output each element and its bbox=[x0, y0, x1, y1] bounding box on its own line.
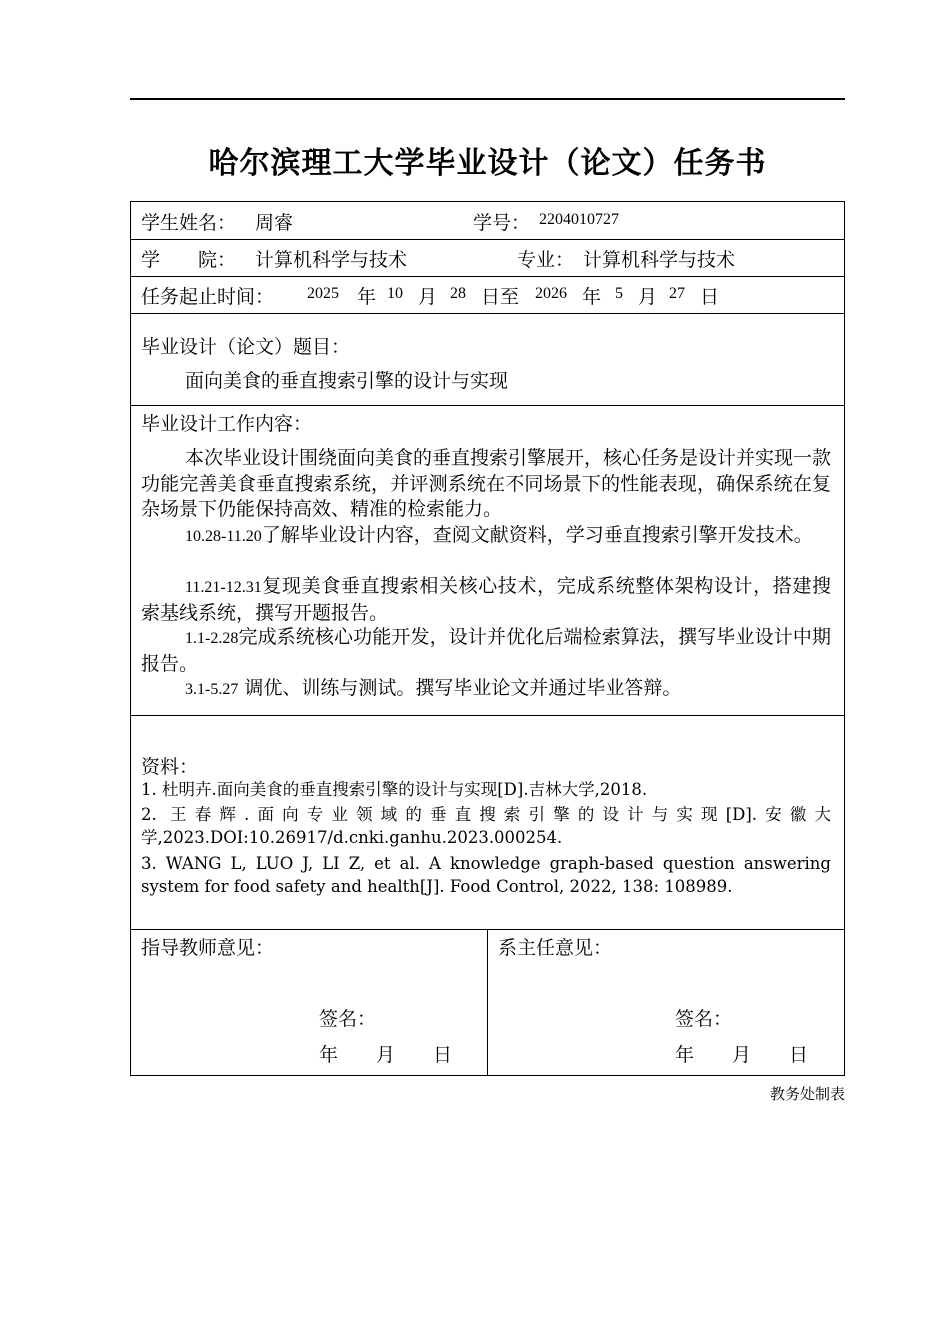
footer-note: 教务处制表 bbox=[769, 1085, 845, 1103]
schedule-period: 10.28-11.20 bbox=[185, 528, 262, 545]
advisor-opinion-label: 指导教师意见： bbox=[141, 937, 275, 959]
schedule-item bbox=[141, 625, 831, 677]
reference-item: 3. WANG L, LUO J, LI Z, et al. A knowledge graph-based question answering system for food safety and health[J]. Food Control, 2022, 138: 108989. bbox=[141, 854, 831, 896]
reference-item: 2. 王春辉.面向专业领域的垂直搜索引擎的设计与实现[D].安徽大学,2023.DOI:10.26917/d.cnki.ganhu.2023.000254. bbox=[141, 805, 831, 847]
period-label: 任务起止时间： bbox=[141, 286, 275, 308]
schedule-item bbox=[141, 574, 831, 626]
start-day-char: 日至 bbox=[481, 286, 520, 308]
schedule-period: 1.1-2.28 bbox=[185, 630, 239, 647]
dept-date-line: 年 月 日 bbox=[675, 1044, 809, 1066]
start-day: 28 bbox=[450, 285, 466, 302]
dept-opinion-label: 系主任意见： bbox=[498, 937, 613, 959]
task-form-table bbox=[130, 201, 845, 1076]
row-work-content bbox=[131, 406, 844, 716]
start-month-char: 月 bbox=[418, 286, 438, 308]
schedule-task: 了解毕业设计内容，查阅文献资料，学习垂直搜索引擎开发技术。 bbox=[261, 524, 813, 546]
end-month-char: 月 bbox=[638, 286, 658, 308]
college-value: 计算机科学与技术 bbox=[255, 249, 408, 271]
schedule-period: 3.1-5.27 bbox=[185, 681, 239, 698]
end-month: 5 bbox=[615, 285, 623, 302]
start-year: 2025 bbox=[307, 285, 339, 302]
row-topic bbox=[131, 314, 844, 406]
major-value: 计算机科学与技术 bbox=[583, 249, 736, 271]
schedule-item bbox=[141, 676, 831, 703]
content-intro: 本次毕业设计围绕面向美食的垂直搜索引擎展开，核心任务是设计并实现一款功能完善美食垂直搜索系统，并评测系统在不同场景下的性能表现，确保系统在复杂场景下仍能保持高效、精准的检索能力。 bbox=[141, 447, 832, 520]
student-name-value: 周睿 bbox=[255, 212, 294, 234]
schedule-task: 复现美食垂直搜索相关核心技术，完成系统整体架构设计，搭建搜索基线系统，撰写开题报告。 bbox=[141, 575, 831, 624]
end-day: 27 bbox=[669, 285, 685, 302]
end-year-char: 年 bbox=[582, 286, 602, 308]
student-id-label: 学号： bbox=[473, 212, 531, 234]
schedule-period: 11.21-12.31 bbox=[185, 579, 262, 596]
row-references bbox=[131, 716, 844, 930]
major-label: 专业： bbox=[517, 249, 575, 271]
end-year: 2026 bbox=[535, 285, 567, 302]
advisor-sign-label: 签名： bbox=[319, 1008, 377, 1030]
start-month: 10 bbox=[387, 285, 403, 302]
advisor-date-line: 年 月 日 bbox=[319, 1044, 453, 1066]
refs-label: 资料： bbox=[141, 756, 199, 778]
column-divider bbox=[487, 930, 488, 1075]
topic-label: 毕业设计（论文）题目： bbox=[141, 336, 351, 358]
header-rule bbox=[130, 98, 845, 100]
student-id-value: 2204010727 bbox=[539, 211, 619, 228]
topic-value: 面向美食的垂直搜索引擎的设计与实现 bbox=[185, 370, 509, 392]
student-name-label: 学生姓名： bbox=[141, 212, 237, 234]
schedule-task: 调优、训练与测试。撰写毕业论文并通过毕业答辩。 bbox=[238, 677, 682, 699]
schedule-item bbox=[141, 523, 831, 550]
start-year-char: 年 bbox=[357, 286, 377, 308]
reference-item: 1. 杜明卉.面向美食的垂直搜索引擎的设计与实现[D].吉林大学,2018. bbox=[141, 780, 648, 799]
row-college bbox=[131, 240, 844, 277]
row-student bbox=[131, 202, 844, 240]
content-label: 毕业设计工作内容： bbox=[141, 413, 313, 435]
schedule-task: 完成系统核心功能开发，设计并优化后端检索算法，撰写毕业设计中期报告。 bbox=[141, 626, 831, 675]
end-day-char: 日 bbox=[700, 286, 720, 308]
document-title: 哈尔滨理工大学毕业设计（论文）任务书 bbox=[208, 146, 767, 181]
dept-sign-label: 签名： bbox=[675, 1008, 733, 1030]
college-label: 学 院： bbox=[141, 249, 237, 271]
row-period bbox=[131, 277, 844, 314]
